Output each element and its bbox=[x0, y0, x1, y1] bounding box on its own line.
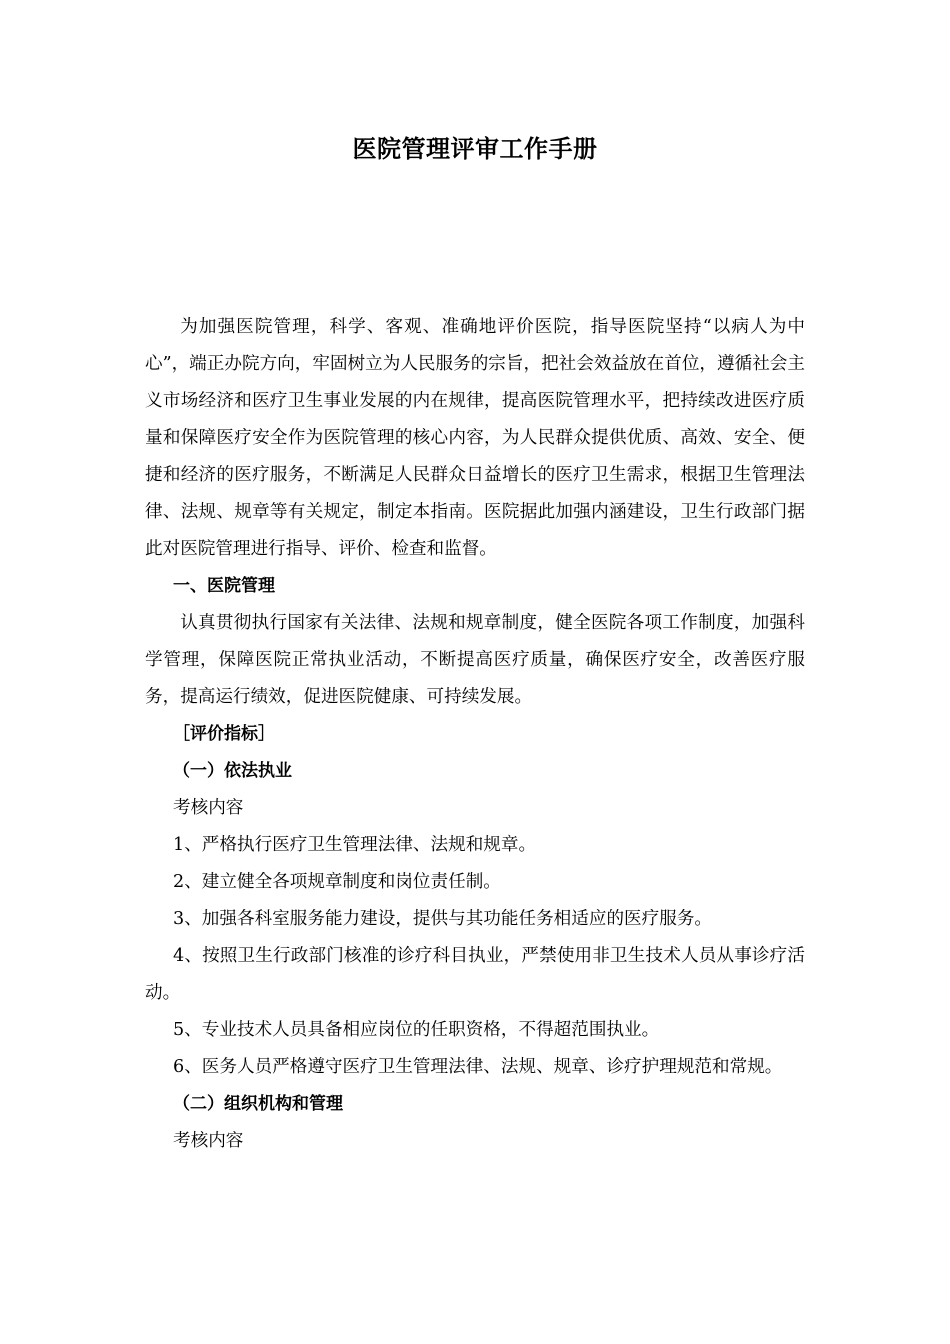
subsection1-heading: （一）依法执业 bbox=[173, 761, 292, 781]
list-item: 3、加强各科室服务能力建设，提供与其功能任务相适应的医疗服务。 bbox=[173, 909, 713, 929]
evaluation-heading: ［评价指标］ bbox=[173, 724, 275, 744]
list-item: 6、医务人员严格遵守医疗卫生管理法律、法规、规章、诊疗护理规范和常规。 bbox=[173, 1057, 783, 1077]
subsection2-heading: （二）组织机构和管理 bbox=[173, 1094, 343, 1114]
list-item: 4、按照卫生行政部门核准的诊疗科目执业，严禁使用非卫生技术人员从事诊疗活动。 bbox=[145, 946, 805, 1003]
list-item: 2、建立健全各项规章制度和岗位责任制。 bbox=[173, 872, 501, 892]
section1-paragraph: 认真贯彻执行国家有关法律、法规和规章制度，健全医院各项工作制度，加强科学管理，保障医院正常执业活动，不断提高医疗质量，确保医疗安全，改善医疗服务，提高运行绩效，促进医院健康、可持续发展。 bbox=[145, 613, 805, 707]
document-body bbox=[145, 309, 805, 1160]
list-item: 5、专业技术人员具备相应岗位的任职资格，不得超范围执业。 bbox=[173, 1020, 660, 1040]
section1-heading: 一、医院管理 bbox=[173, 576, 275, 596]
intro-paragraph: 为加强医院管理，科学、客观、准确地评价医院，指导医院坚持“以病人为中心”，端正办院方向，牢固树立为人民服务的宗旨，把社会效益放在首位，遵循社会主义市场经济和医疗卫生事业发展的内在规律，提高医院管理水平，把持续改进医疗质量和保障医疗安全作为医院管理的核心内容，为人民群众提供优质、高效、安全、便捷和经济的医疗服务，不断满足人民群众日益增长的医疗卫生需求，根据卫生管理法律、法规、规章等有关规定，制定本指南。医院据此加强内涵建设，卫生行政部门据此对医院管理进行指导、评价、检查和监督。 bbox=[145, 317, 805, 559]
subsection2-label: 考核内容 bbox=[173, 1131, 244, 1151]
list-item: 1、严格执行医疗卫生管理法律、法规和规章。 bbox=[173, 835, 537, 855]
subsection1-label: 考核内容 bbox=[173, 798, 244, 818]
document-title: 医院管理评审工作手册 bbox=[352, 135, 598, 163]
